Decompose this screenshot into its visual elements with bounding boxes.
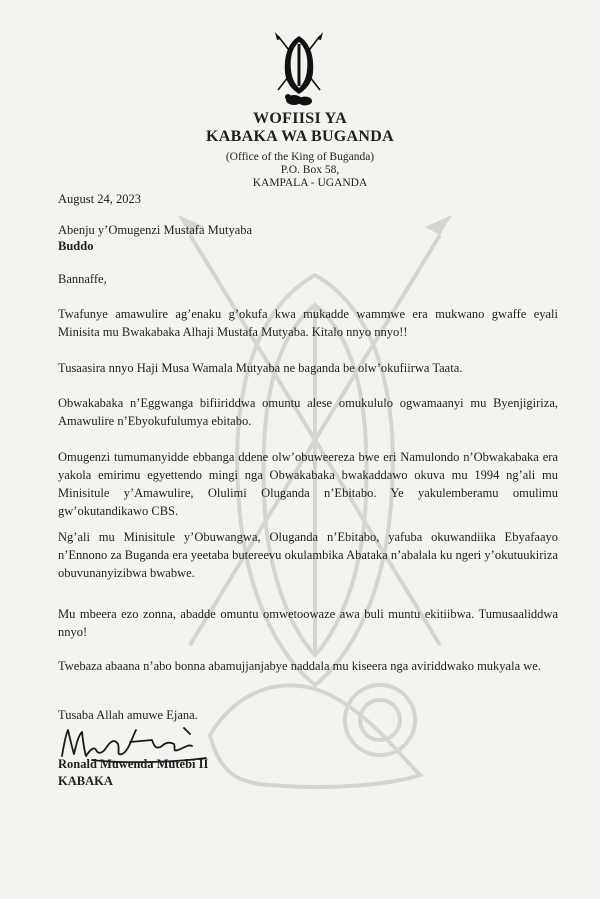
paragraph-3: Obwakabaka n’Eggwanga bifiiriddwa omuntu alese omukululo ogwamaanyi mu Byenjigiriza, Amawulire n’Ebyokufulumya ebitabo. [58,396,558,428]
recipient-line1: Abenju y’Omugenzi Mustafa Mutyaba [58,223,253,237]
po-box: P.O. Box 58, [280,164,340,176]
closing-line: Tusaba Allah amuwe Ejana. [58,708,198,722]
paragraph-5: Ng’ali mu Minisitule y’Obuwangwa, Oluganda n’Ebitabo, yafuba okuwandiika Ebyafaayo n’Ennono za Buganda era yeetaba butereevu okulambika Abataka n’abalala ku ngeri y’okutuukiriza obuvunanyizibwa bwabwe. [58,530,558,580]
paragraph-1: Twafunye amawulire ag’enaku g’okufa kwa mukadde wammwe era mukwano gwaffe eyali Minisita mu Bwakabaka Alhaji Mustafa Mutyaba. Kitalo nnyo nnyo!! [58,307,558,339]
city-country: KAMPALA - UGANDA [252,177,368,189]
salutation: Bannaffe, [58,272,107,286]
paragraph-7: Twebaza abaana n’abo bonna abamujjanjabye naddala mu kiseera nga aviriddwako mukyala we. [58,659,541,673]
paragraph-2: Tusaasira nnyo Haji Musa Wamala Mutyaba ne baganda be olw’okufiirwa Taata. [58,361,463,375]
paragraph-4: Omugenzi tumumanyidde ebbanga ddene olw’obuweereza bwe eri Namulondo n’Obwakabaka era yakola emirimu egyettendo mingi nga Obwakabaka bwakaddawo okuva mu 1994 ng’ali mu Minisitule y’Amawulire, Olulimi Oluganda n’Ebitabo. Ye yakulemberamu omulimu gw’okutandikawo CBS. [58,450,558,518]
recipient-line2: Buddo [58,239,94,253]
letter-date: August 24, 2023 [58,192,141,206]
office-title-line1: WOFIISI YA [253,110,347,127]
buganda-shield-spears-icon [272,30,326,108]
signatory-title: KABAKA [58,774,113,788]
office-title-line2: KABAKA WA BUGANDA [206,128,394,145]
signatory-name: Ronald Muwenda Mutebi II [58,757,209,771]
office-english-name: (Office of the King of Buganda) [225,151,375,163]
paragraph-6: Mu mbeera ezo zonna, abadde omuntu omwetoowaze awa buli muntu ekitiibwa. Tumusaaliddwa nnyo! [58,607,558,639]
